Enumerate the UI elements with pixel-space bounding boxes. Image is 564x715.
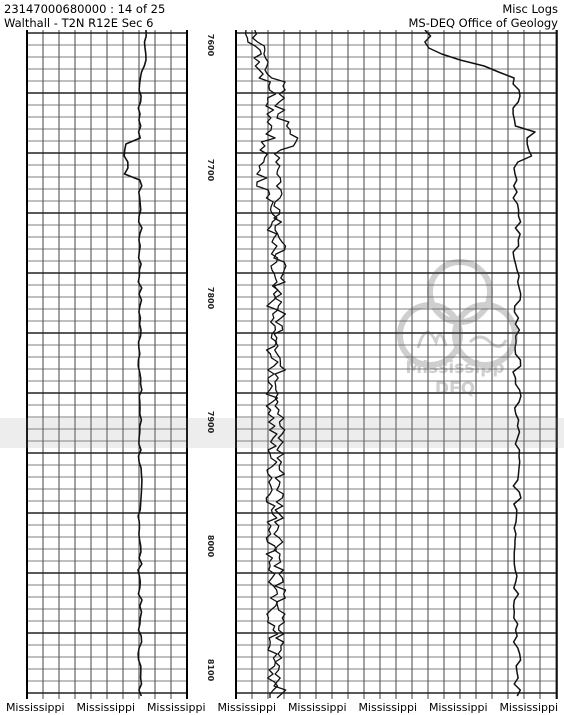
depth-label: 8100: [206, 658, 215, 682]
footer-label: Mississippi: [217, 701, 277, 714]
depth-label: 7800: [206, 286, 215, 310]
footer-label: Mississippi: [287, 701, 347, 714]
footer-label: Mississippi: [146, 701, 206, 714]
well-id-label: 23147000680000 : 14 of 25: [4, 2, 166, 16]
log-type-label: Misc Logs: [502, 2, 558, 16]
location-label: Walthall - T2N R12E Sec 6: [4, 16, 154, 30]
watermark-text-2: DEQ: [434, 379, 476, 399]
footer-label: Mississippi: [5, 701, 65, 714]
footer-label: Mississippi: [428, 701, 488, 714]
depth-label: 7600: [206, 33, 215, 57]
agency-label: MS-DEQ Office of Geology: [408, 16, 558, 30]
footer-label: Mississippi: [499, 701, 559, 714]
depth-label: 7900: [206, 410, 215, 434]
footer-bar: [0, 700, 564, 715]
footer-label: Mississippi: [76, 701, 136, 714]
footer-label: Mississippi: [358, 701, 418, 714]
depth-label: 7700: [206, 158, 215, 182]
depth-label: 8000: [206, 534, 215, 558]
well-log-scan: [0, 30, 564, 699]
watermark-text-1: Mississipp: [405, 358, 505, 378]
